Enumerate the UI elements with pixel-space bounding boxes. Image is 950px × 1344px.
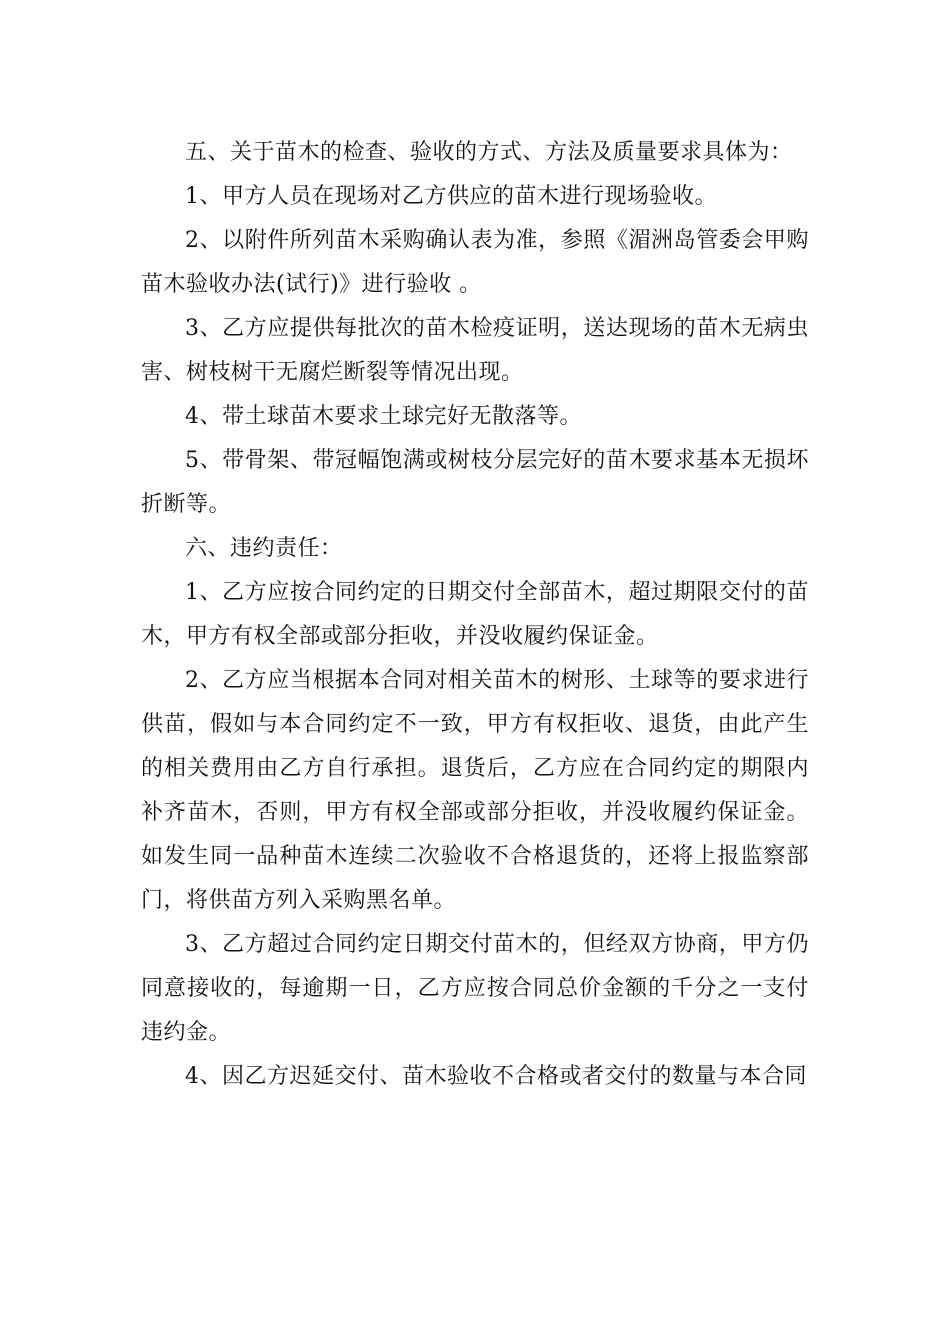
clause-paragraph: 3、乙方应提供每批次的苗木检疫证明，送达现场的苗木无病虫害、树枝树干无腐烂断裂等情况出现。 (141, 316, 809, 385)
clause-paragraph: 1、甲方人员在现场对乙方供应的苗木进行现场验收。 (185, 184, 717, 209)
clause-paragraph: 1、乙方应按合同约定的日期交付全部苗木，超过期限交付的苗木，甲方有权全部或部分拒收，并没收履约保证金。 (141, 580, 809, 649)
clause-paragraph: 3、乙方超过合同约定日期交付苗木的，但经双方协商，甲方仍同意接收的，每逾期一日，乙方应按合同总价金额的千分之一支付违约金。 (141, 932, 809, 1045)
clause-paragraph: 4、带土球苗木要求土球完好无散落等。 (185, 404, 582, 429)
section-heading-liability: 六、违约责任： (185, 536, 343, 561)
section-heading-inspection: 五、关于苗木的检查、验收的方式、方法及质量要求具体为： (185, 140, 793, 165)
clause-paragraph: 5、带骨架、带冠幅饱满或树枝分层完好的苗木要求基本无损坏折断等。 (141, 448, 809, 517)
clause-paragraph: 2、乙方应当根据本合同对相关苗木的树形、土球等的要求进行供苗，假如与本合同约定不一致，甲方有权拒收、退货，由此产生的相关费用由乙方自行承担。退货后，乙方应在合同约定的期限内补齐苗木，否则，甲方有权全部或部分拒收，并没收履约保证金。如发生同一品种苗木连续二次验收不合格退货的，还将上报监察部门，将供苗方列入采购黑名单。 (141, 668, 809, 913)
document-body (141, 131, 809, 1099)
clause-paragraph: 4、因乙方迟延交付、苗木验收不合格或者交付的数量与本合同 (185, 1064, 807, 1089)
clause-paragraph: 2、以附件所列苗木采购确认表为准，参照《湄洲岛管委会甲购苗木验收办法(试行)》进行验收 。 (141, 228, 809, 297)
